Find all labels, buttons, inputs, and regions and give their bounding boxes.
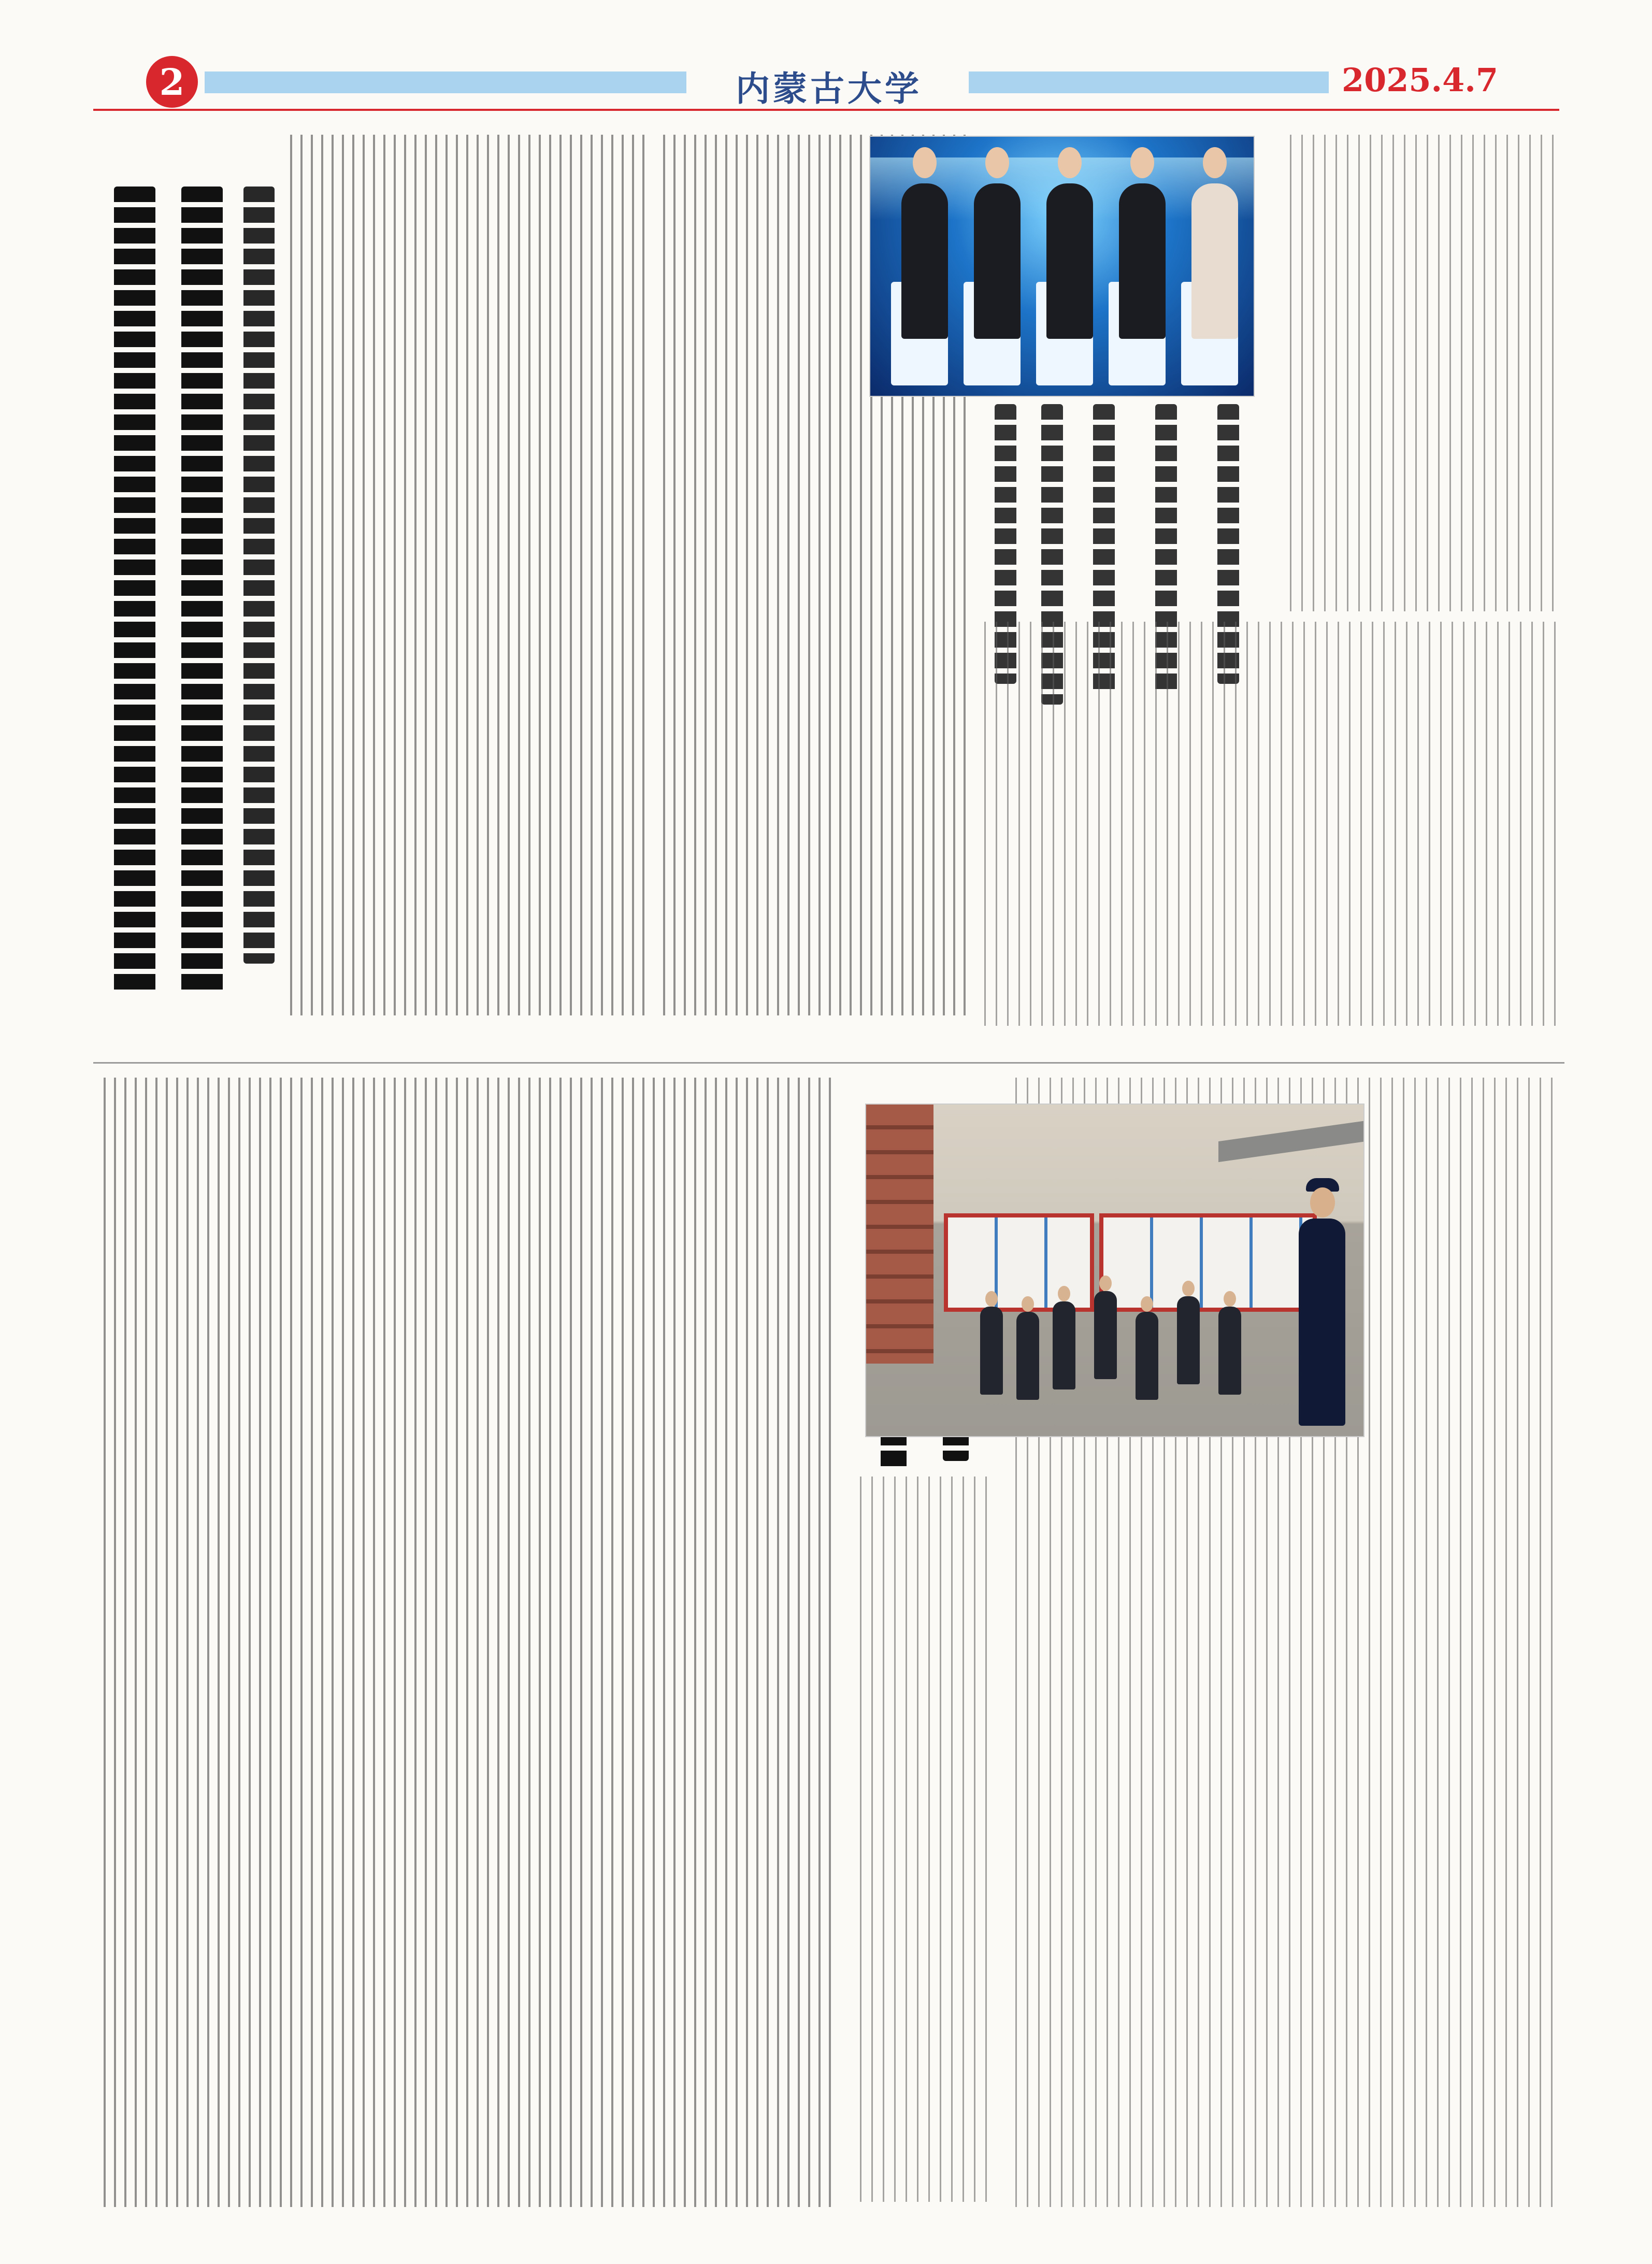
section-divider bbox=[93, 1062, 1564, 1064]
crowd-person-6 bbox=[1177, 1296, 1200, 1384]
display-board-1 bbox=[944, 1213, 1094, 1312]
person-5 bbox=[1191, 183, 1238, 339]
crowd-person-3 bbox=[1053, 1301, 1075, 1389]
person-1 bbox=[901, 183, 948, 339]
masthead bbox=[0, 0, 1652, 114]
crowd-person-2 bbox=[1016, 1312, 1039, 1400]
article-body-right-lower bbox=[984, 622, 1559, 1026]
canopy bbox=[1218, 1120, 1364, 1162]
masthead-band-right bbox=[969, 71, 1329, 93]
issue-date: 2025.4.7 bbox=[1342, 61, 1499, 99]
headline-main-2 bbox=[181, 187, 223, 995]
photo-launch-ceremony bbox=[869, 136, 1255, 397]
bottom-body-left bbox=[104, 1078, 839, 2207]
top-article bbox=[93, 135, 1564, 1047]
photo-outdoor-inspection bbox=[865, 1104, 1364, 1437]
crowd-person-1 bbox=[980, 1307, 1003, 1395]
page-number-badge: 2 bbox=[146, 56, 198, 108]
publication-title: 内蒙古大学 bbox=[736, 68, 922, 109]
display-board-2 bbox=[1099, 1213, 1317, 1312]
crowd-person-7 bbox=[1218, 1307, 1241, 1395]
masthead-band-left bbox=[205, 71, 686, 93]
headline-main-3 bbox=[243, 187, 275, 964]
bottom-body-mid bbox=[860, 1477, 995, 2202]
person-4 bbox=[1119, 183, 1166, 339]
brick-building bbox=[866, 1105, 933, 1364]
person-3 bbox=[1046, 183, 1093, 339]
crowd-person-5 bbox=[1136, 1312, 1158, 1400]
headline-main-1 bbox=[114, 187, 155, 995]
article-body-left bbox=[290, 135, 653, 1015]
masthead-rule bbox=[93, 109, 1559, 111]
police-officer bbox=[1299, 1219, 1345, 1426]
article-body-right bbox=[1290, 135, 1559, 611]
crowd-person-4 bbox=[1094, 1291, 1117, 1379]
person-2 bbox=[974, 183, 1021, 339]
